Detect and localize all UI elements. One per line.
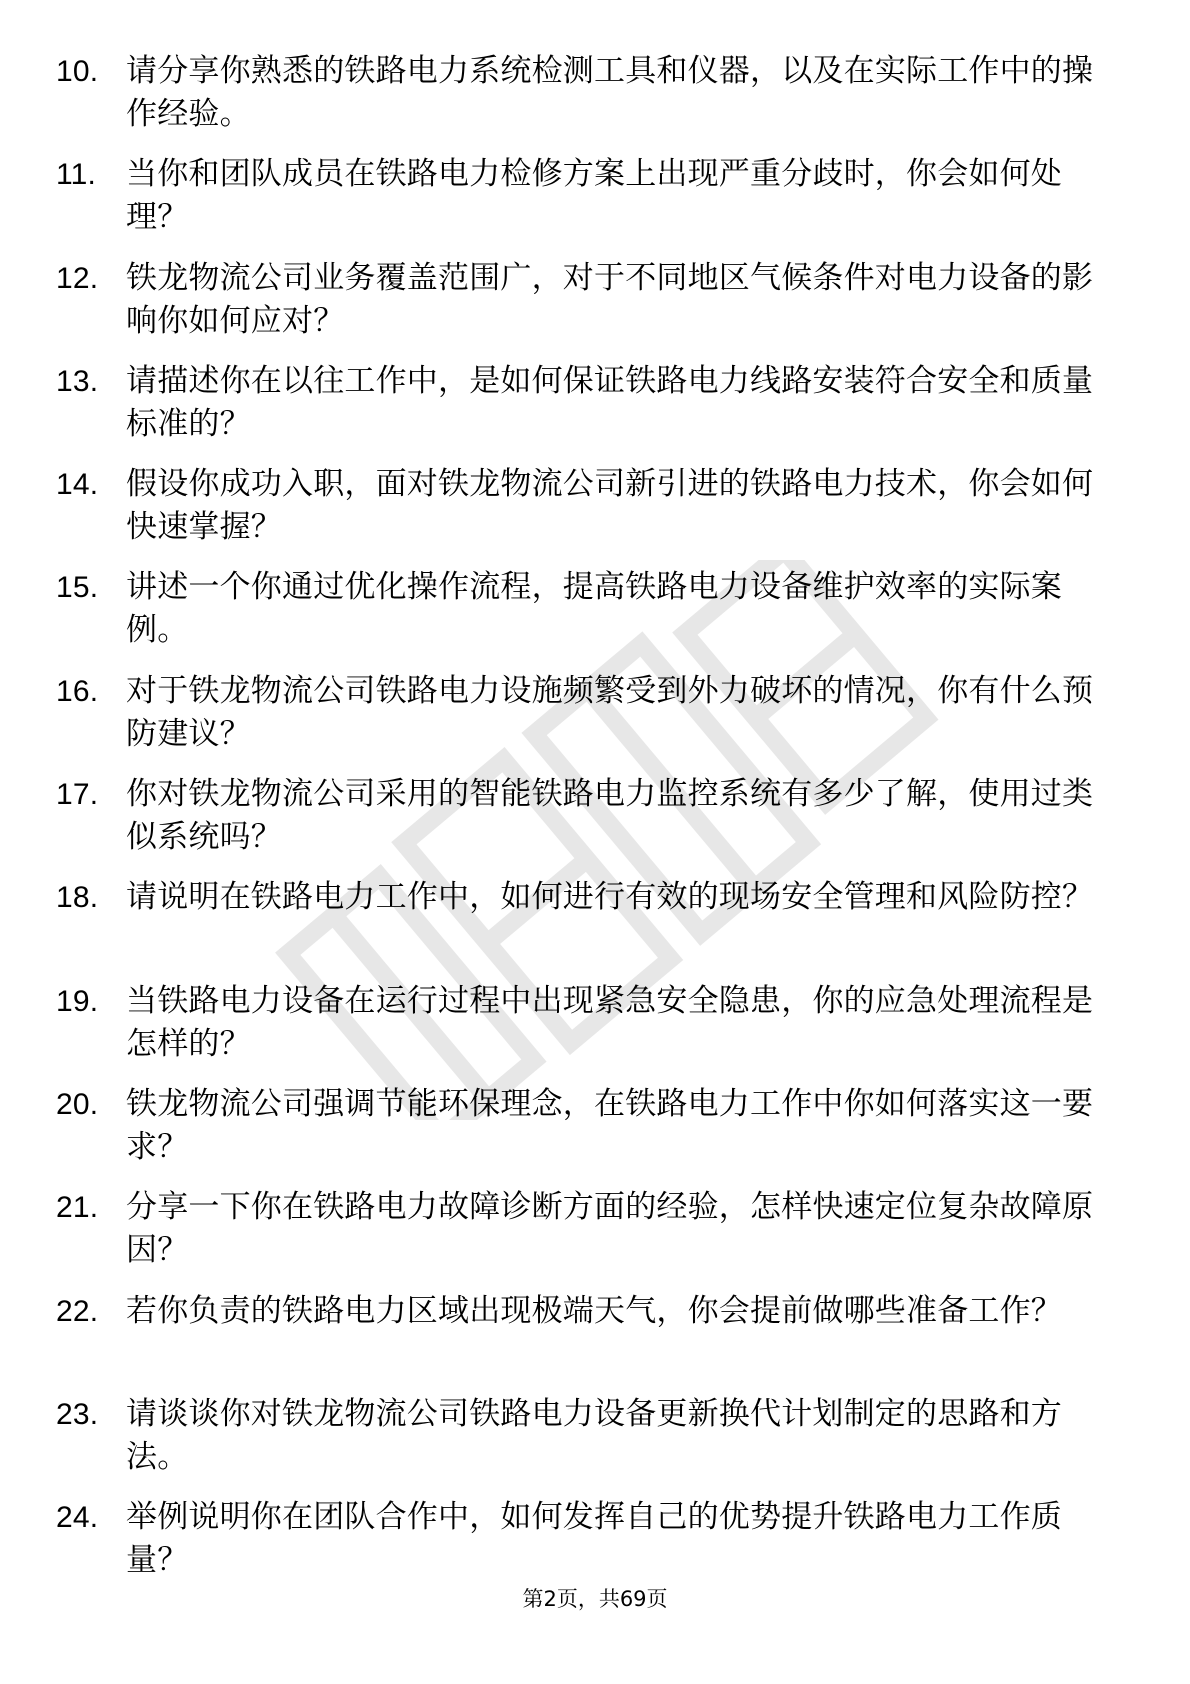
question-item bbox=[56, 670, 1106, 756]
question-item bbox=[56, 463, 1106, 549]
question-number: 22. bbox=[56, 1294, 99, 1328]
question-item bbox=[56, 1496, 1106, 1582]
question-item bbox=[56, 153, 1106, 239]
question-number: 11. bbox=[56, 158, 97, 192]
question-number: 16. bbox=[56, 674, 99, 708]
question-number: 17. bbox=[56, 778, 99, 812]
question-number: 15. bbox=[56, 571, 99, 605]
question-text: 若你负责的铁路电力区域出现极端天气，你会提前做哪些准备工作？ bbox=[126, 1292, 1062, 1329]
question-item bbox=[56, 1186, 1106, 1272]
question-text: 分享一下你在铁路电力故障诊断方面的经验，怎样快速定位复杂故障原因？ bbox=[126, 1189, 1094, 1269]
question-text: 举例说明你在团队合作中，如何发挥自己的优势提升铁路电力工作质量？ bbox=[126, 1499, 1062, 1579]
question-text: 请说明在铁路电力工作中，如何进行有效的现场安全管理和风险防控？ bbox=[126, 879, 1094, 916]
question-text: 当铁路电力设备在运行过程中出现紧急安全隐患，你的应急处理流程是怎样的？ bbox=[126, 982, 1094, 1062]
question-text: 假设你成功入职，面对铁龙物流公司新引进的铁路电力技术，你会如何快速掌握？ bbox=[126, 466, 1094, 546]
question-item bbox=[56, 566, 1106, 652]
question-number: 24. bbox=[56, 1501, 99, 1535]
question-number: 13. bbox=[56, 364, 99, 398]
question-item bbox=[56, 257, 1106, 343]
question-item bbox=[56, 360, 1106, 446]
question-text: 你对铁龙物流公司采用的智能铁路电力监控系统有多少了解，使用过类似系统吗？ bbox=[126, 776, 1094, 856]
question-number: 19. bbox=[56, 984, 99, 1018]
question-number: 21. bbox=[56, 1191, 99, 1225]
question-item bbox=[56, 1290, 1106, 1376]
question-number: 12. bbox=[56, 261, 99, 295]
question-number: 18. bbox=[56, 881, 99, 915]
question-number: 14. bbox=[56, 468, 99, 502]
question-text: 对于铁龙物流公司铁路电力设施频繁受到外力破坏的情况，你有什么预防建议？ bbox=[126, 672, 1094, 752]
question-list bbox=[56, 50, 1106, 1599]
question-number: 23. bbox=[56, 1397, 99, 1431]
question-text: 请谈谈你对铁龙物流公司铁路电力设备更新换代计划制定的思路和方法。 bbox=[126, 1395, 1062, 1475]
question-text: 铁龙物流公司强调节能环保理念，在铁路电力工作中你如何落实这一要求？ bbox=[126, 1085, 1094, 1165]
question-text: 铁龙物流公司业务覆盖范围广，对于不同地区气候条件对电力设备的影响你如何应对？ bbox=[126, 259, 1094, 339]
question-item bbox=[56, 980, 1106, 1066]
question-text: 请分享你熟悉的铁路电力系统检测工具和仪器，以及在实际工作中的操作经验。 bbox=[126, 53, 1094, 132]
question-number: 20. bbox=[56, 1087, 99, 1121]
question-text: 讲述一个你通过优化操作流程，提高铁路电力设备维护效率的实际案例。 bbox=[126, 569, 1062, 649]
page-footer: 第2页，共69页 bbox=[522, 1587, 668, 1611]
question-item bbox=[56, 876, 1106, 962]
question-item bbox=[56, 50, 1106, 136]
question-text: 请描述你在以往工作中，是如何保证铁路电力线路安装符合安全和质量标准的？ bbox=[126, 362, 1094, 442]
question-text: 当你和团队成员在铁路电力检修方案上出现严重分歧时，你会如何处理？ bbox=[126, 156, 1062, 236]
question-item bbox=[56, 1393, 1106, 1479]
question-number: 10. bbox=[56, 55, 99, 88]
question-item bbox=[56, 1083, 1106, 1169]
question-item bbox=[56, 773, 1106, 859]
